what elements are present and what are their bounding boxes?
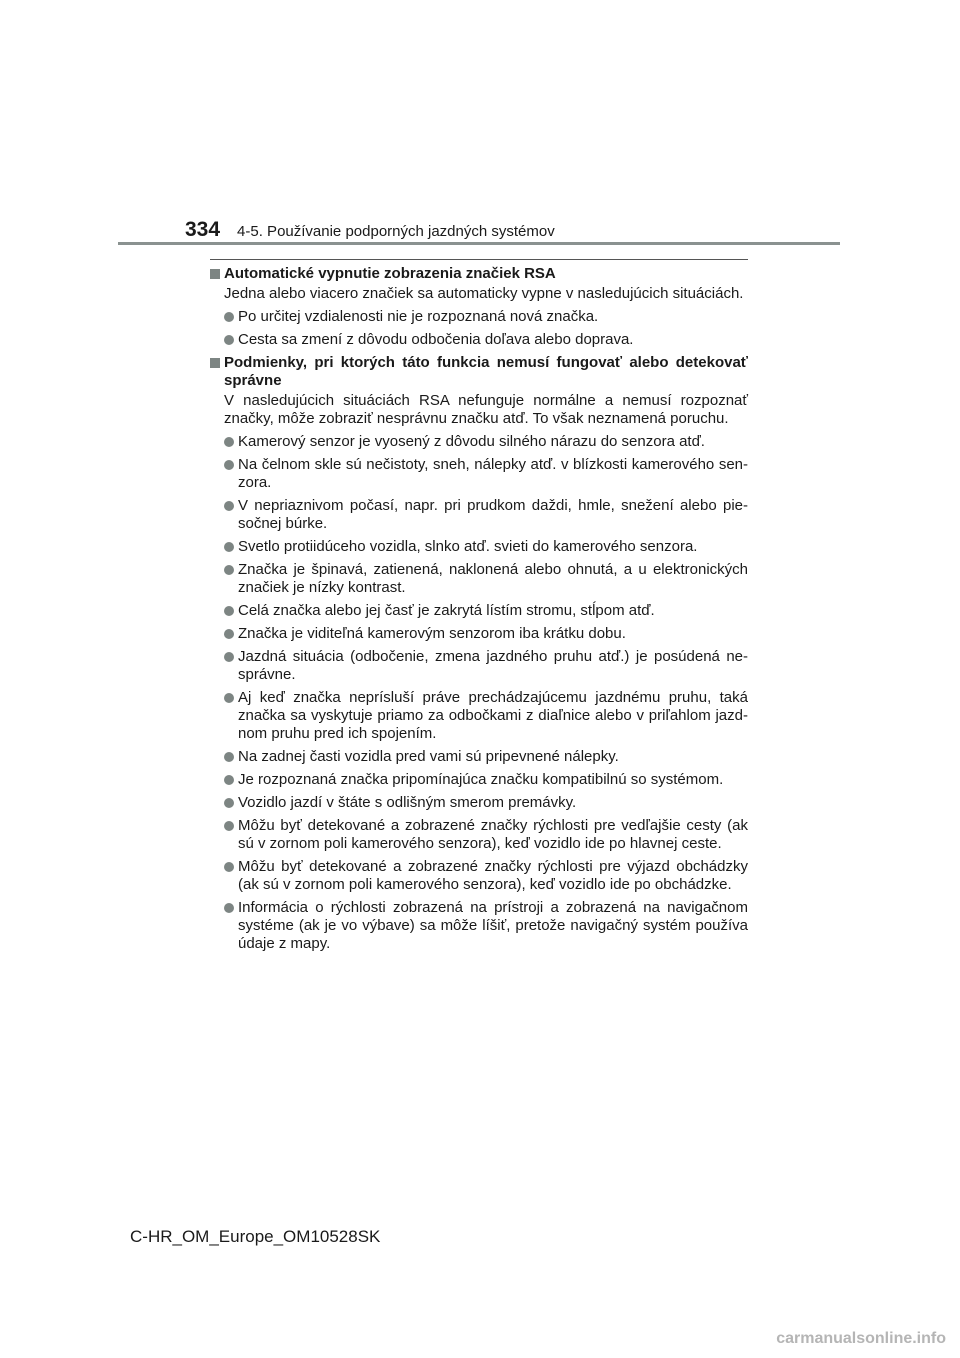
square-bullet-icon <box>210 269 220 279</box>
list-item-text: Aj keď značka neprísluší práve prechádzajúcemu jazdnému pruhu, taká značka sa vyskytuje priamo za odbočkami z diaľnice alebo v priľahlom jazd-nom pruhu pred ich spojením. <box>238 689 748 742</box>
chapter-title: 4-5. Používanie podporných jazdných systémov <box>237 223 555 240</box>
list-item-text: Svetlo protiidúceho vozidla, slnko atď. svieti do kamerového senzora. <box>238 538 698 555</box>
list-item <box>210 771 748 789</box>
page-number: 334 <box>185 218 221 241</box>
list-item <box>210 689 748 743</box>
header-divider <box>118 242 840 245</box>
list-item <box>210 456 748 492</box>
circle-bullet-icon <box>224 652 234 662</box>
list-item-text: Celá značka alebo jej časť je zakrytá lístím stromu, stĺpom atď. <box>238 602 655 619</box>
circle-bullet-icon <box>224 821 234 831</box>
list-item-text: Vozidlo jazdí v štáte s odlišným smerom premávky. <box>238 794 577 811</box>
circle-bullet-icon <box>224 862 234 872</box>
list-item-text: Značka je špinavá, zatienená, naklonená alebo ohnutá, a u elektronických značiek je nízky kontrast. <box>238 561 748 596</box>
list-item-text: Po určitej vzdialenosti nie je rozpoznaná nová značka. <box>238 308 599 325</box>
list-item-text: V nepriaznivom počasí, napr. pri prudkom daždi, hmle, snežení alebo pie-sočnej búrke. <box>238 497 748 532</box>
circle-bullet-icon <box>224 798 234 808</box>
section-rsa-auto-off <box>210 265 748 349</box>
list-item-text: Na čelnom skle sú nečistoty, sneh, nálepky atď. v blízkosti kamerového sen-zora. <box>238 456 748 491</box>
circle-bullet-icon <box>224 903 234 913</box>
list-item <box>210 648 748 684</box>
page-header <box>185 218 555 242</box>
list-item <box>210 817 748 853</box>
list-item <box>210 308 748 326</box>
section-title-text: Automatické vypnutie zobrazenia značiek RSA <box>224 265 556 282</box>
circle-bullet-icon <box>224 335 234 345</box>
document-code: C-HR_OM_Europe_OM10528SK <box>130 1227 381 1246</box>
watermark[interactable]: carmanualsonline.info <box>776 1330 946 1347</box>
list-item <box>210 794 748 812</box>
list-item <box>210 561 748 597</box>
list-item-text: Jazdná situácia (odbočenie, zmena jazdného pruhu atď.) je posúdená ne-správne. <box>238 648 748 683</box>
list-item <box>210 331 748 349</box>
circle-bullet-icon <box>224 752 234 762</box>
section-intro: Jedna alebo viacero značiek sa automaticky vypne v nasledujúcich situáciách. <box>224 285 744 302</box>
circle-bullet-icon <box>224 629 234 639</box>
list-item <box>210 625 748 643</box>
circle-bullet-icon <box>224 565 234 575</box>
list-item <box>210 497 748 533</box>
section-conditions <box>210 354 748 953</box>
circle-bullet-icon <box>224 775 234 785</box>
list-item-text: Môžu byť detekované a zobrazené značky rýchlosti pre výjazd obchádzky (ak sú v zornom poli kamerového senzora), keď vozidlo ide po obchádzke. <box>238 858 748 893</box>
section-title <box>210 354 748 390</box>
list-item <box>210 433 748 451</box>
circle-bullet-icon <box>224 312 234 322</box>
list-item <box>210 858 748 894</box>
list-item-text: Značka je viditeľná kamerovým senzorom iba krátku dobu. <box>238 625 626 642</box>
section-intro: V nasledujúcich situáciách RSA nefunguje normálne a nemusí rozpoznať značky, môže zobraziť nesprávnu značku atď. To však neznamená poruchu. <box>224 392 748 427</box>
list-item-text: Informácia o rýchlosti zobrazená na prístroji a zobrazená na navigačnom systéme (ak je vo výbave) sa môže líšiť, pretože navigačný systém používa údaje z mapy. <box>238 899 748 952</box>
circle-bullet-icon <box>224 437 234 447</box>
square-bullet-icon <box>210 358 220 368</box>
section-divider <box>210 259 748 260</box>
list-item-text: Je rozpoznaná značka pripomínajúca značku kompatibilnú so systémom. <box>238 771 724 788</box>
circle-bullet-icon <box>224 501 234 511</box>
list-item <box>210 602 748 620</box>
section-title <box>210 265 748 283</box>
page-content <box>210 265 748 958</box>
list-item <box>210 538 748 556</box>
list-item <box>210 748 748 766</box>
list-item-text: Môžu byť detekované a zobrazené značky rýchlosti pre vedľajšie cesty (ak sú v zornom poli kamerového senzora), keď vozidlo ide po hlavnej ceste. <box>238 817 748 852</box>
circle-bullet-icon <box>224 460 234 470</box>
circle-bullet-icon <box>224 693 234 703</box>
circle-bullet-icon <box>224 606 234 616</box>
list-item-text: Cesta sa zmení z dôvodu odbočenia doľava alebo doprava. <box>238 331 634 348</box>
circle-bullet-icon <box>224 542 234 552</box>
list-item-text: Kamerový senzor je vyosený z dôvodu silného nárazu do senzora atď. <box>238 433 705 450</box>
section-title-text: Podmienky, pri ktorých táto funkcia nemusí fungovať alebo detekovať správne <box>224 354 748 389</box>
list-item <box>210 899 748 953</box>
list-item-text: Na zadnej časti vozidla pred vami sú pripevnené nálepky. <box>238 748 619 765</box>
